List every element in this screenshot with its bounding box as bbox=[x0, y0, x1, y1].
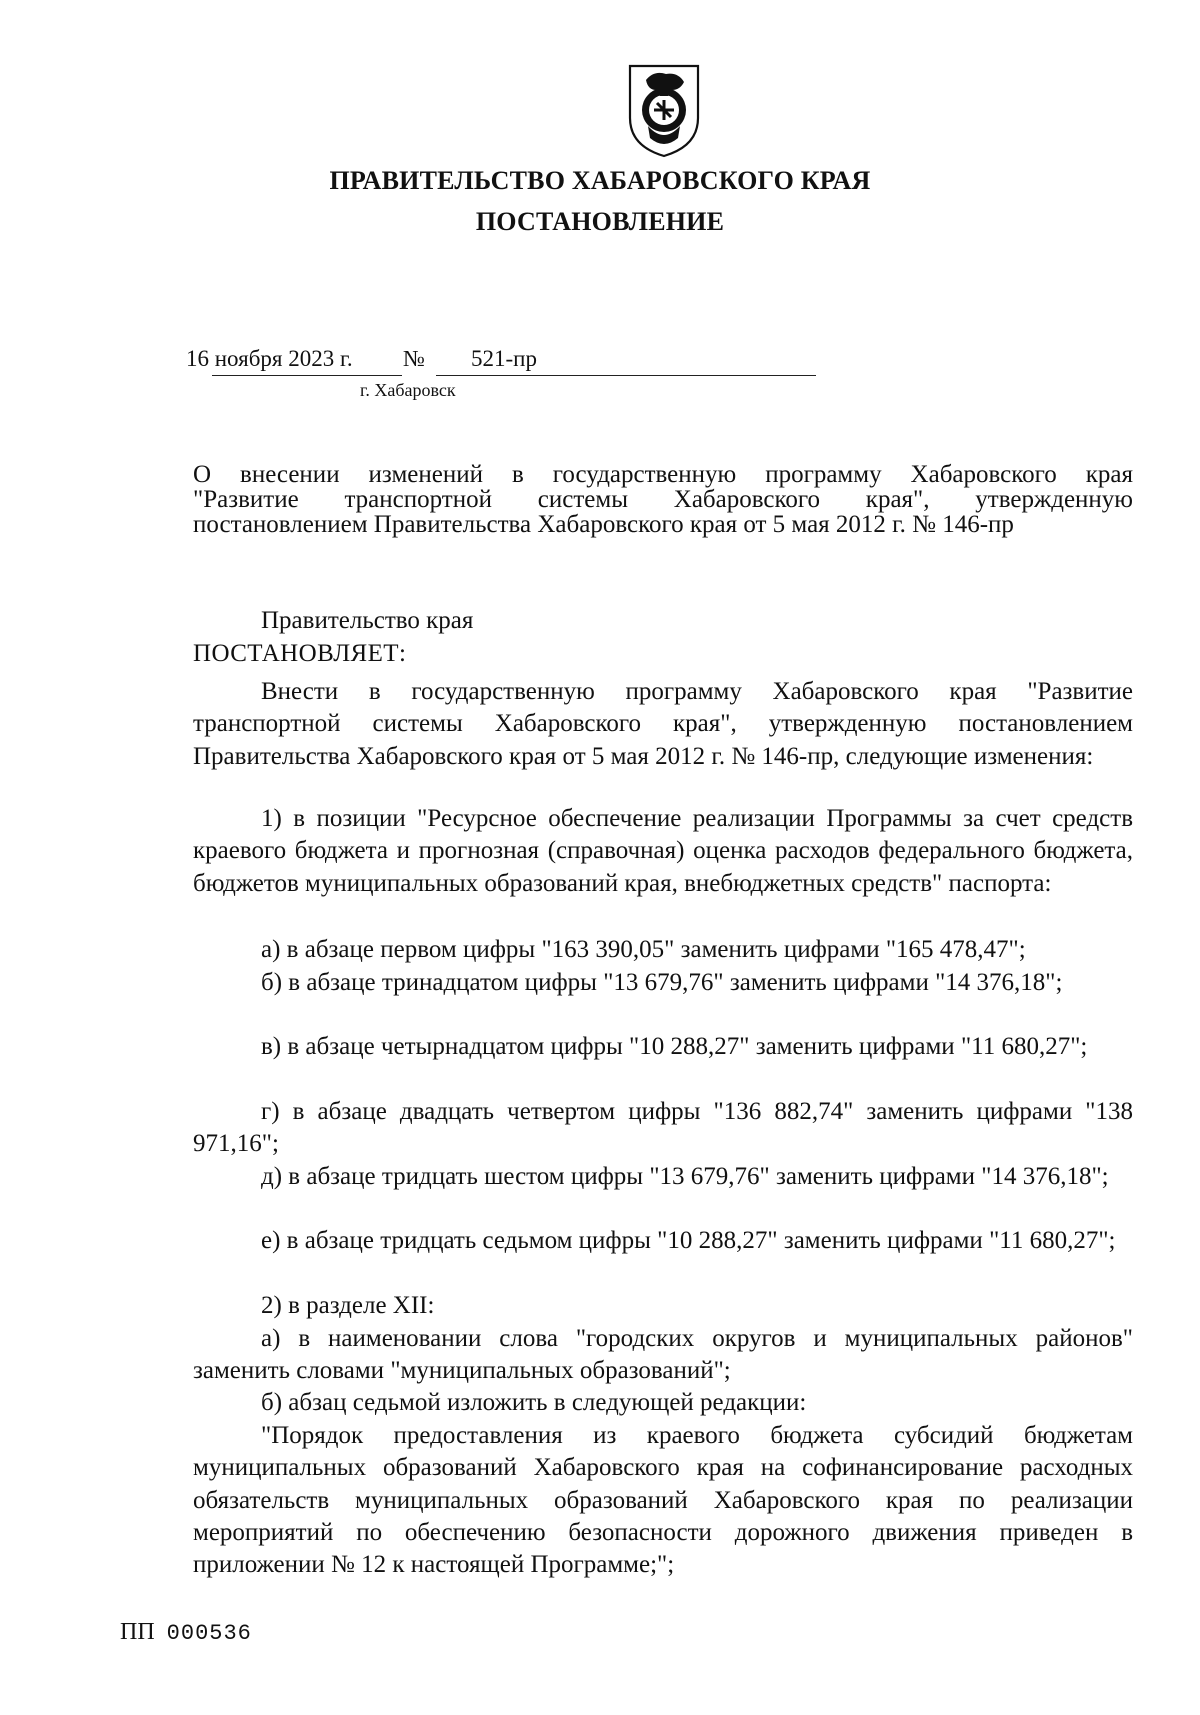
document-type: ПОСТАНОВЛЕНИЕ bbox=[475, 207, 725, 236]
date-underline bbox=[212, 375, 402, 376]
paragraph-intro: Внести в государственную программу Хабаровского края "Развитие транспортной системы Хабаровского края", утвержденную постановлением Правительства Хабаровского края от 5 мая 2012 г. № 146-пр, следующие изменения: bbox=[193, 678, 1133, 770]
paragraph-item-1d: г) в абзаце двадцать четвертом цифры "136 882,74" заменить цифрами "138 971,16"; bbox=[193, 1098, 1133, 1158]
paragraph-item-1b: б) в абзаце тринадцатом цифры "13 679,76" заменить цифрами "14 376,18"; bbox=[261, 969, 1063, 996]
paragraph-item-1e: д) в абзаце тридцать шестом цифры "13 679,76" заменить цифрами "14 376,18"; bbox=[261, 1163, 1109, 1190]
number-underline bbox=[436, 375, 816, 376]
decree-word: ПОСТАНОВЛЯЕТ: bbox=[193, 640, 407, 667]
paragraph-item-1a: а) в абзаце первом цифры "163 390,05" заменить цифрами "165 478,47"; bbox=[261, 936, 1026, 963]
number-sign: № bbox=[403, 346, 425, 371]
footer-serial bbox=[120, 1619, 252, 1646]
paragraph-quote: "Порядок предоставления из краевого бюджета субсидий бюджетам муниципальных образований Хабаровского края на софинансирование расходных обязательств муниципальных образований Хабаровского края по реализации мероприятий по обеспечению безопасности дорожного движения приведен в приложении № 12 к настоящей Программе;"; bbox=[193, 1422, 1133, 1579]
subject-line: постановлением Правительства Хабаровского края от 5 мая 2012 г. № 146-пр bbox=[193, 511, 1014, 538]
government-line: Правительство края bbox=[261, 607, 474, 634]
paragraph-item-1: 1) в позиции "Ресурсное обеспечение реализации Программы за счет средств краевого бюджета и прогнозная (справочная) оценка расходов федерального бюджета, бюджетов муниципальных образований края, внебюджетных средств" паспорта: bbox=[193, 805, 1133, 897]
khabarovsk-coat-of-arms-icon bbox=[624, 60, 704, 160]
paragraph-item-2b: б) абзац седьмой изложить в следующей редакции: bbox=[261, 1389, 807, 1416]
decree-subject bbox=[193, 462, 1133, 537]
footer-code: 000536 bbox=[166, 1621, 252, 1646]
paragraph-item-2a: а) в наименовании слова "городских округов и муниципальных районов" заменить словами "муниципальных образований"; bbox=[193, 1325, 1133, 1385]
paragraph-item-2: 2) в разделе XII: bbox=[261, 1292, 435, 1319]
paragraph-item-1f: е) в абзаце тридцать седьмом цифры "10 288,27" заменить цифрами "11 680,27"; bbox=[261, 1227, 1116, 1254]
footer-series: ПП bbox=[120, 1619, 155, 1645]
subject-line: "Развитие транспортной системы Хабаровского края", утвержденную bbox=[193, 486, 1133, 513]
paragraph-item-1c: в) в абзаце четырнадцатом цифры "10 288,27" заменить цифрами "11 680,27"; bbox=[261, 1033, 1088, 1060]
government-title: ПРАВИТЕЛЬСТВО ХАБАРОВСКОГО КРАЯ bbox=[329, 166, 871, 195]
subject-line: О внесении изменений в государственную программу Хабаровского края bbox=[193, 461, 1133, 488]
decree-number: 521-пр bbox=[471, 346, 537, 371]
decree-date: 16 ноября 2023 г. bbox=[186, 346, 353, 371]
issue-city: г. Хабаровск bbox=[360, 380, 456, 400]
